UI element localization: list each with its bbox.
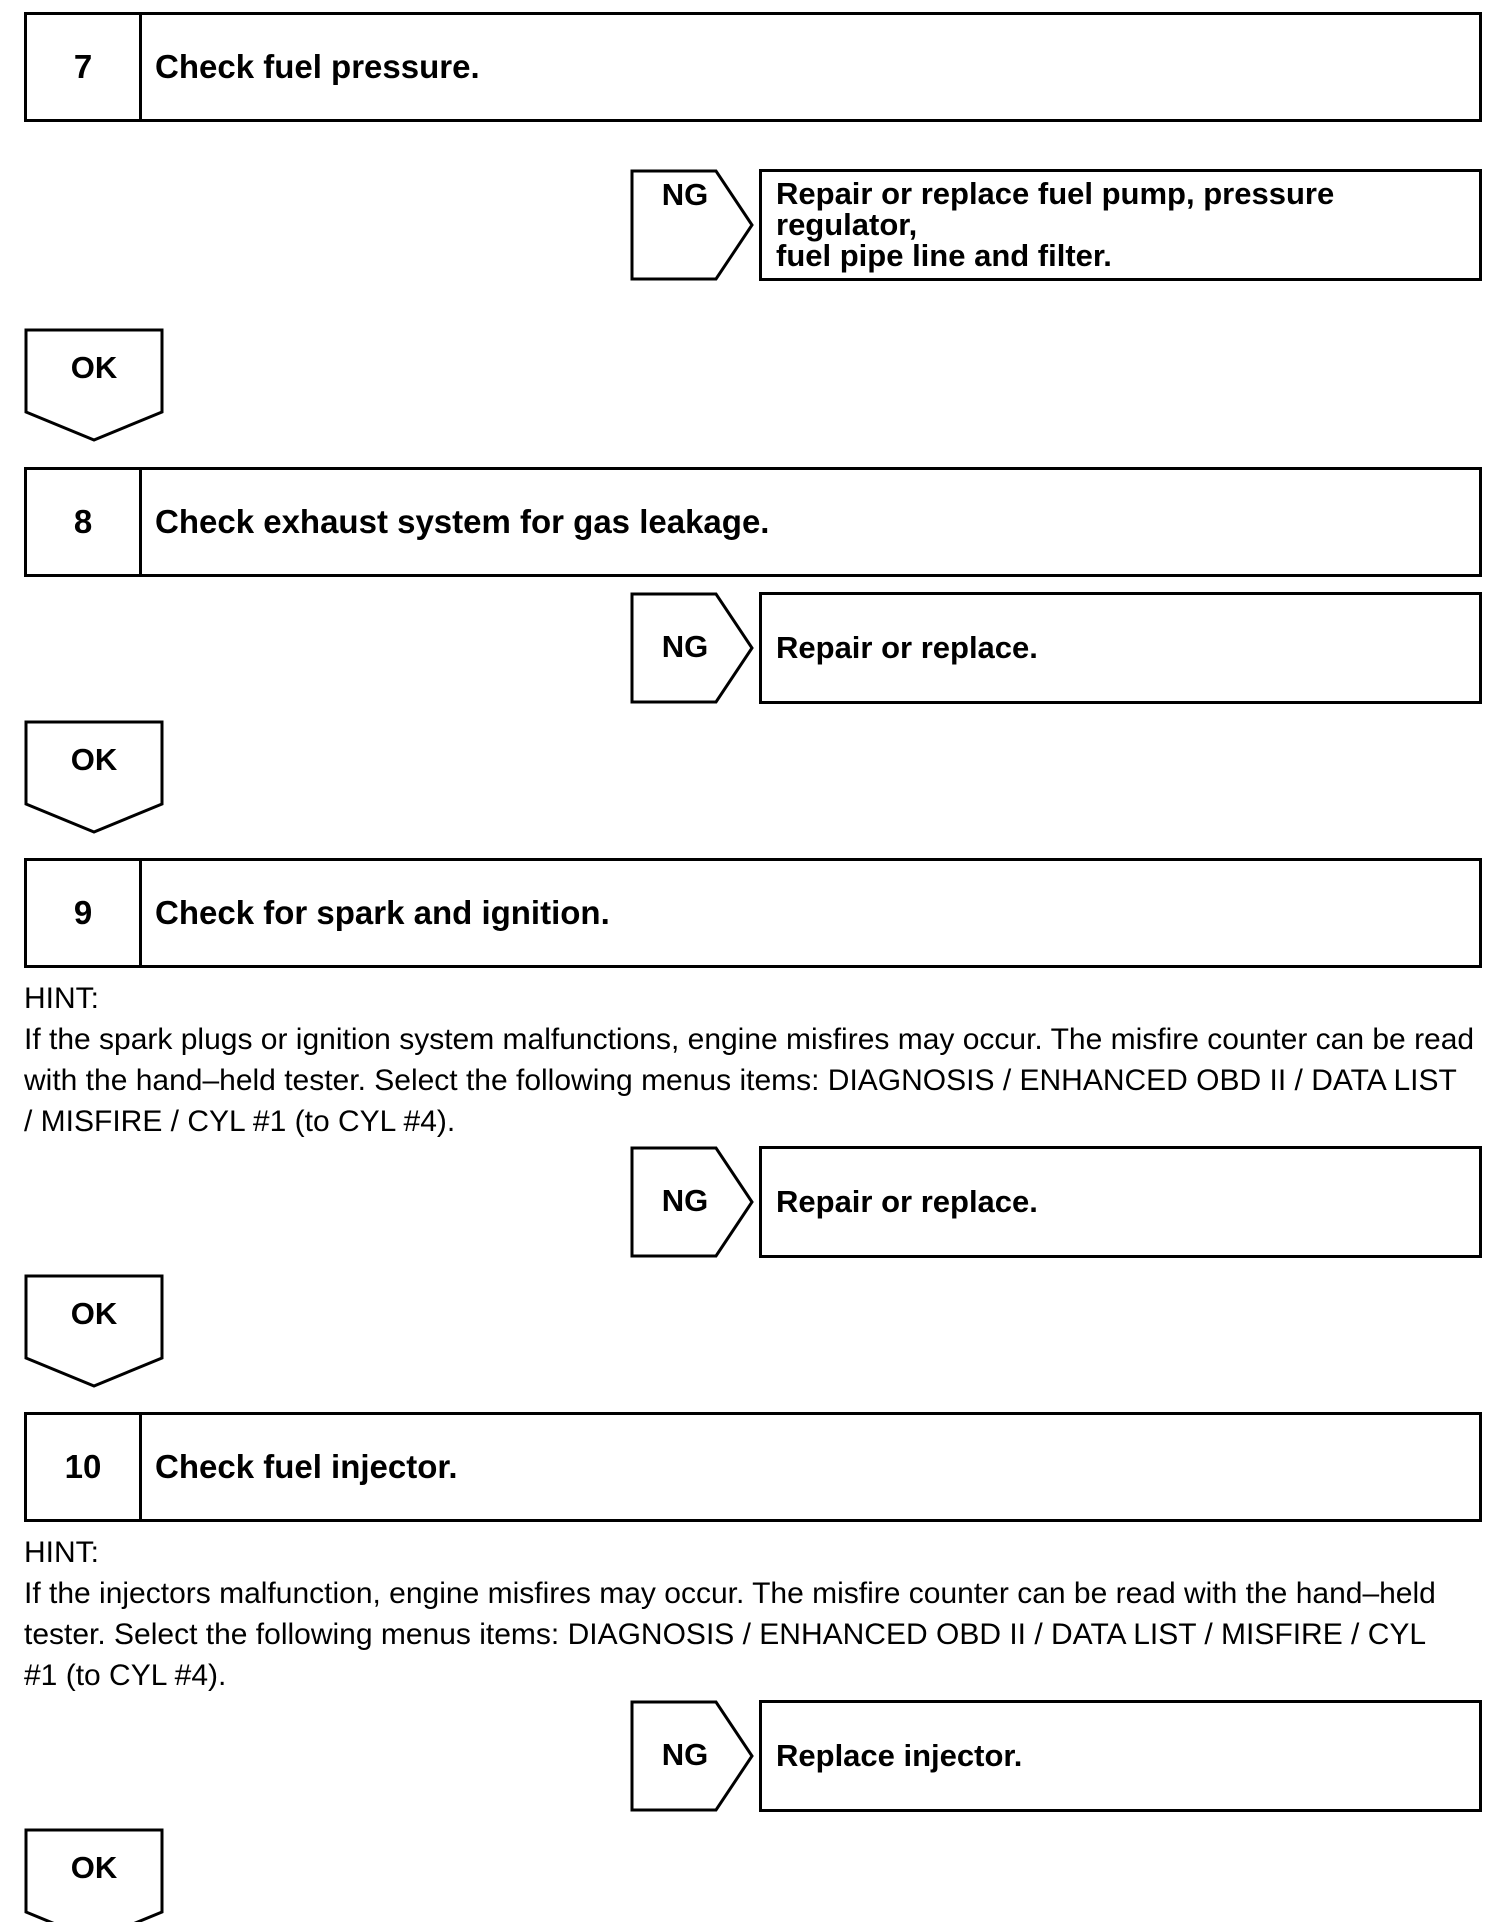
hint-line: / MISFIRE / CYL #1 (to CYL #4). <box>24 1105 456 1138</box>
ng-result-box <box>759 169 1482 281</box>
step-10-box <box>24 1412 1482 1522</box>
hint-line: If the injectors malfunction, engine misfires may occur. The misfire counter can be read with the hand–held <box>24 1577 1436 1610</box>
hint-label: HINT: <box>24 1536 99 1569</box>
ok-label: OK <box>70 1850 118 1885</box>
result-line: Repair or replace. <box>776 1184 1038 1219</box>
ng-arrow <box>630 1700 756 1812</box>
hint-line: #1 (to CYL #4). <box>24 1659 227 1692</box>
ng-label: NG <box>661 177 709 212</box>
ok-arrow <box>24 1828 164 1922</box>
step-number: 10 <box>27 1415 142 1519</box>
step-number: 9 <box>27 861 142 965</box>
ok-arrow <box>24 328 164 442</box>
result-line: Repair or replace fuel pump, pressure regulator, <box>776 176 1335 242</box>
ng-result-box <box>759 1700 1482 1812</box>
result-line: Replace injector. <box>776 1738 1023 1773</box>
step-title: Check fuel injector. <box>155 1448 458 1485</box>
step-number: 7 <box>27 15 142 119</box>
hint-block <box>24 978 1484 1142</box>
step-number: 8 <box>27 470 142 574</box>
ng-label: NG <box>661 1737 709 1772</box>
ng-result-box <box>759 1146 1482 1258</box>
hint-block <box>24 1532 1484 1696</box>
hint-line: If the spark plugs or ignition system malfunctions, engine misfires may occur. The misfire counter can be read <box>24 1023 1475 1056</box>
ok-arrow <box>24 1274 164 1388</box>
hint-line: tester. Select the following menus items: DIAGNOSIS / ENHANCED OBD II / DATA LIST / MISFIRE / CYL <box>24 1618 1427 1651</box>
ok-label: OK <box>70 1296 118 1331</box>
step-title: Check fuel pressure. <box>155 48 480 85</box>
ok-arrow <box>24 720 164 834</box>
ng-result-box <box>759 592 1482 704</box>
step-title: Check exhaust system for gas leakage. <box>155 503 770 540</box>
hint-line: with the hand–held tester. Select the following menus items: DIAGNOSIS / ENHANCED OBD II / DATA LIST <box>24 1064 1457 1097</box>
ok-label: OK <box>70 350 118 385</box>
ok-label: OK <box>70 742 118 777</box>
ng-label: NG <box>661 629 709 664</box>
step-title: Check for spark and ignition. <box>155 894 610 931</box>
ng-arrow <box>630 1146 756 1258</box>
result-line: Repair or replace. <box>776 630 1038 665</box>
ng-arrow <box>630 169 756 281</box>
step-8-box <box>24 467 1482 577</box>
ng-label: NG <box>661 1183 709 1218</box>
ng-arrow <box>630 592 756 704</box>
step-9-box <box>24 858 1482 968</box>
hint-label: HINT: <box>24 982 99 1015</box>
result-line: fuel pipe line and filter. <box>776 238 1112 273</box>
step-7-box <box>24 12 1482 122</box>
